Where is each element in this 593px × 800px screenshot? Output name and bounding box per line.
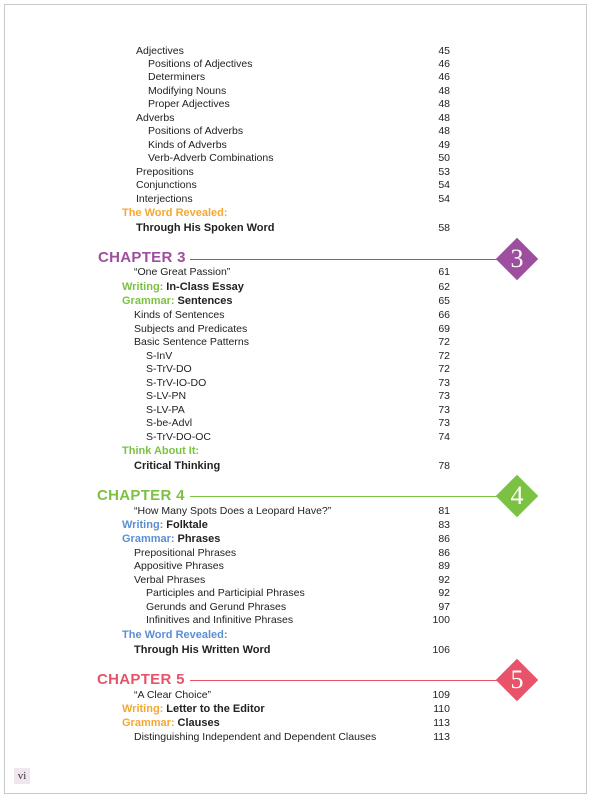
writing-label: Writing: bbox=[122, 703, 164, 715]
page-number: 53 bbox=[438, 166, 450, 178]
grammar-title: Phrases bbox=[177, 533, 221, 545]
page-number: 62 bbox=[438, 281, 450, 293]
page-number: 58 bbox=[438, 222, 450, 234]
toc-entry: Infinitives and Infinitive Phrases bbox=[146, 614, 294, 626]
page-number: 48 bbox=[438, 112, 450, 124]
page-number: 110 bbox=[433, 703, 450, 715]
toc-entry: S-TrV-IO-DO bbox=[146, 377, 207, 389]
chapter-4-rule bbox=[190, 496, 500, 497]
chapter-3-heading: CHAPTER 3 bbox=[98, 249, 186, 266]
page-number: 49 bbox=[438, 139, 450, 151]
page-number: 109 bbox=[432, 689, 450, 701]
page-number: 72 bbox=[438, 336, 450, 348]
page-number: 92 bbox=[438, 574, 450, 586]
grammar-label: Grammar: bbox=[122, 295, 175, 307]
toc-entry: Prepositions bbox=[136, 166, 194, 178]
page-number: 100 bbox=[432, 614, 450, 626]
toc-entry: Determiners bbox=[148, 71, 206, 83]
page-number: 48 bbox=[438, 85, 450, 97]
chapter-4-grammar bbox=[122, 533, 220, 546]
toc-entry: Kinds of Sentences bbox=[134, 309, 225, 321]
toc-entry: Positions of Adverbs bbox=[148, 125, 244, 137]
toc-entry: S-TrV-DO bbox=[146, 363, 192, 375]
toc-entry: Basic Sentence Patterns bbox=[134, 336, 249, 348]
chapter-5-number: 5 bbox=[510, 665, 524, 694]
toc-entry: S-be-Advl bbox=[146, 417, 193, 429]
word-revealed-title: Through His Written Word bbox=[134, 644, 271, 656]
chapter-5-rule bbox=[190, 680, 500, 681]
page-number: 86 bbox=[438, 533, 450, 545]
page-number: 72 bbox=[438, 350, 450, 362]
grammar-label: Grammar: bbox=[122, 533, 175, 545]
page-number: 92 bbox=[438, 587, 450, 599]
toc-entry: Positions of Adjectives bbox=[148, 58, 253, 70]
page-number: 74 bbox=[438, 431, 450, 443]
toc-entry: Participles and Participial Phrases bbox=[146, 587, 305, 599]
writing-title: Folktale bbox=[166, 519, 208, 531]
word-revealed-label: The Word Revealed: bbox=[122, 629, 228, 641]
toc-entry: Subjects and Predicates bbox=[134, 323, 248, 335]
page-number: 73 bbox=[438, 390, 450, 402]
page-number: 66 bbox=[438, 309, 450, 321]
toc-entry: S-LV-PN bbox=[146, 390, 187, 402]
page-number: 97 bbox=[438, 601, 450, 613]
chapter-5-writing bbox=[122, 703, 265, 716]
page-number: 81 bbox=[438, 505, 450, 517]
toc-entry: Prepositional Phrases bbox=[134, 547, 237, 559]
toc-entry: Interjections bbox=[136, 193, 193, 205]
writing-title: In-Class Essay bbox=[166, 281, 244, 293]
page-number: 48 bbox=[438, 98, 450, 110]
page-number: 65 bbox=[438, 295, 450, 307]
page-number: 46 bbox=[438, 71, 450, 83]
folio-page-number: vi bbox=[14, 768, 30, 784]
page-number: 73 bbox=[438, 377, 450, 389]
toc-entry: S-TrV-DO-OC bbox=[146, 431, 211, 443]
chapter-5-intro: “A Clear Choice” bbox=[134, 689, 212, 701]
toc-entry: Conjunctions bbox=[136, 179, 197, 191]
chapter-3-writing bbox=[122, 281, 244, 294]
grammar-title: Sentences bbox=[177, 295, 233, 307]
page-number: 54 bbox=[438, 179, 450, 191]
word-revealed-label: The Word Revealed: bbox=[122, 207, 228, 219]
toc-entry: Adjectives bbox=[136, 45, 184, 57]
chapter-4-number: 4 bbox=[510, 481, 524, 510]
chapter-4-heading: CHAPTER 4 bbox=[97, 487, 185, 504]
toc-entry: Distinguishing Independent and Dependent Clauses bbox=[134, 731, 377, 743]
writing-title: Letter to the Editor bbox=[166, 703, 265, 715]
chapter-3-rule bbox=[190, 259, 500, 260]
grammar-title: Clauses bbox=[177, 717, 220, 729]
chapter-5-grammar bbox=[122, 717, 220, 730]
page-number: 83 bbox=[438, 519, 450, 531]
writing-label: Writing: bbox=[122, 281, 164, 293]
page-number: 45 bbox=[438, 45, 450, 57]
chapter-4-writing bbox=[122, 519, 208, 532]
chapter-3-grammar bbox=[122, 295, 233, 308]
page-number: 50 bbox=[438, 152, 450, 164]
page-number: 46 bbox=[438, 58, 450, 70]
page-number: 61 bbox=[438, 266, 450, 278]
toc-entry: S-InV bbox=[146, 350, 173, 362]
page-number: 86 bbox=[438, 547, 450, 559]
page-number: 48 bbox=[438, 125, 450, 137]
toc-entry: S-LV-PA bbox=[146, 404, 185, 416]
toc-entry: Proper Adjectives bbox=[148, 98, 230, 110]
page-number: 113 bbox=[433, 717, 450, 729]
toc-entry: Verbal Phrases bbox=[134, 574, 206, 586]
chapter-4-intro: “How Many Spots Does a Leopard Have?” bbox=[134, 505, 332, 517]
chapter-5-heading: CHAPTER 5 bbox=[97, 671, 185, 688]
page-number: 73 bbox=[438, 417, 450, 429]
page-number: 78 bbox=[438, 460, 450, 472]
word-revealed-title: Through His Spoken Word bbox=[136, 222, 275, 234]
page-number: 73 bbox=[438, 404, 450, 416]
chapter-3-number: 3 bbox=[510, 244, 524, 273]
page-number: 54 bbox=[438, 193, 450, 205]
writing-label: Writing: bbox=[122, 519, 164, 531]
think-about-it-label: Think About It: bbox=[122, 445, 200, 457]
toc-entry: Appositive Phrases bbox=[134, 560, 224, 572]
chapter-3-intro: “One Great Passion” bbox=[134, 266, 231, 278]
page-number: 113 bbox=[433, 731, 450, 743]
page-number: 72 bbox=[438, 363, 450, 375]
page-number: 106 bbox=[432, 644, 450, 656]
toc-entry: Gerunds and Gerund Phrases bbox=[146, 601, 287, 613]
toc-entry: Kinds of Adverbs bbox=[148, 139, 227, 151]
toc-entry: Modifying Nouns bbox=[148, 85, 227, 97]
page-number: 89 bbox=[438, 560, 450, 572]
page-number: 69 bbox=[438, 323, 450, 335]
toc-entry: Verb-Adverb Combinations bbox=[148, 152, 274, 164]
think-about-it-title: Critical Thinking bbox=[134, 460, 221, 472]
grammar-label: Grammar: bbox=[122, 717, 175, 729]
toc-entry: Adverbs bbox=[136, 112, 175, 124]
